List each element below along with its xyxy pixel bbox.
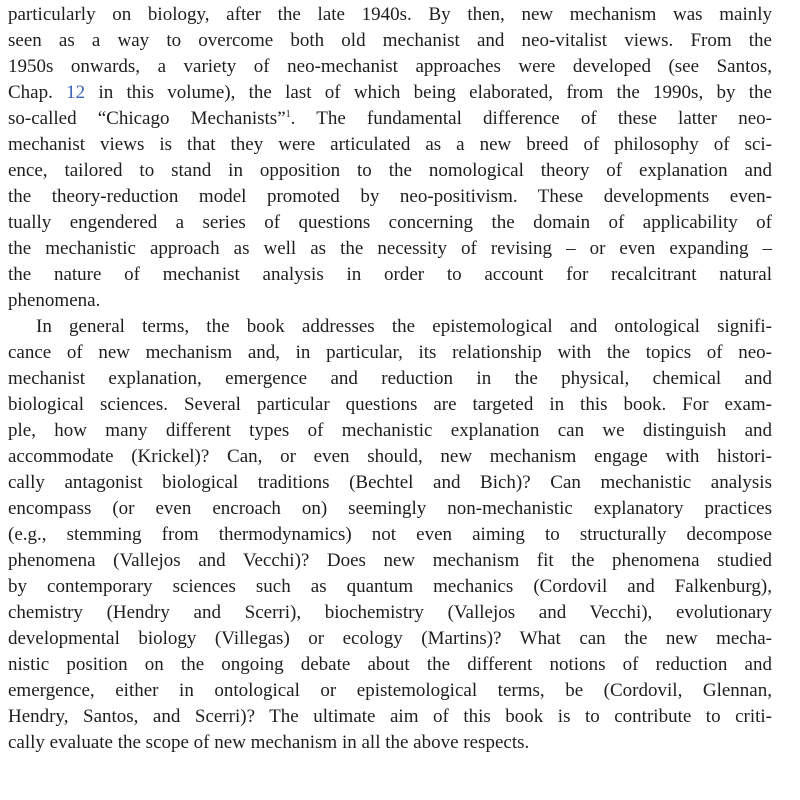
text-line: mechanist explanation, emergence and reduction in the physical, chemical and <box>8 368 772 389</box>
text-line: phenomena. <box>8 290 101 311</box>
text-line: seen as a way to overcome both old mechanist and neo-vitalist views. From the <box>8 30 772 51</box>
text-line: Chap. 12 in this volume), the last of which being elaborated, from the 1990s, by the <box>8 82 772 103</box>
text-line: so-called “Chicago Mechanists”$^1$. The fundamental difference of these latter neo- <box>8 108 772 129</box>
text-line: In general terms, the book addresses the epistemological and ontological signifi- <box>36 316 772 337</box>
text-line: by contemporary sciences such as quantum mechanics (Cordovil and Falkenburg), <box>8 576 772 597</box>
text-line: emergence, either in ontological or epistemological terms, be (Cordovil, Glennan, <box>8 680 772 701</box>
text-line: 1950s onwards, a variety of neo-mechanist approaches were developed (see Santos, <box>8 56 772 77</box>
text-line: nistic position on the ongoing debate about the different notions of reduction and <box>8 654 772 675</box>
text-line: mechanist views is that they were articulated as a new breed of philosophy of sci- <box>8 134 772 155</box>
text-line: tually engendered a series of questions concerning the domain of applicability of <box>8 212 772 233</box>
footnote-marker[interactable]: 1 <box>285 109 291 120</box>
text-line: developmental biology (Villegas) or ecology (Martins)? What can the new mecha- <box>8 628 772 649</box>
text-line: accommodate (Krickel)? Can, or even should, new mechanism engage with histori- <box>8 446 772 467</box>
text-line: cally evaluate the scope of new mechanism in all the above respects. <box>8 732 530 753</box>
chapter-reference-link[interactable]: 12 <box>66 82 86 103</box>
text-line: cance of new mechanism and, in particular, its relationship with the topics of neo- <box>8 342 772 363</box>
text-line: ence, tailored to stand in opposition to the nomological theory of explanation and <box>8 160 772 181</box>
text-line: chemistry (Hendry and Scerri), biochemistry (Vallejos and Vecchi), evolutionary <box>8 602 772 623</box>
text-line: (e.g., stemming from thermodynamics) not even aiming to structurally decompose <box>8 524 772 545</box>
text-line: the nature of mechanist analysis in order to account for recalcitrant natural <box>8 264 772 285</box>
text-line: phenomena (Vallejos and Vecchi)? Does new mechanism fit the phenomena studied <box>8 550 772 571</box>
text-line: the theory-reduction model promoted by neo-positivism. These developments even- <box>8 186 772 207</box>
text-line: ple, how many different types of mechanistic explanation can we distinguish and <box>8 420 772 441</box>
text-line: biological sciences. Several particular questions are targeted in this book. For exam- <box>8 394 772 415</box>
text-line: Hendry, Santos, and Scerri)? The ultimate aim of this book is to contribute to criti- <box>8 706 772 727</box>
text-line: the mechanistic approach as well as the necessity of revising – or even expanding – <box>8 238 772 259</box>
text-line: cally antagonist biological traditions (Bechtel and Bich)? Can mechanistic analysis <box>8 472 772 493</box>
text-line: particularly on biology, after the late 1940s. By then, new mechanism was mainly <box>8 4 772 25</box>
text-line: encompass (or even encroach on) seemingly non-mechanistic explanatory practices <box>8 498 772 519</box>
